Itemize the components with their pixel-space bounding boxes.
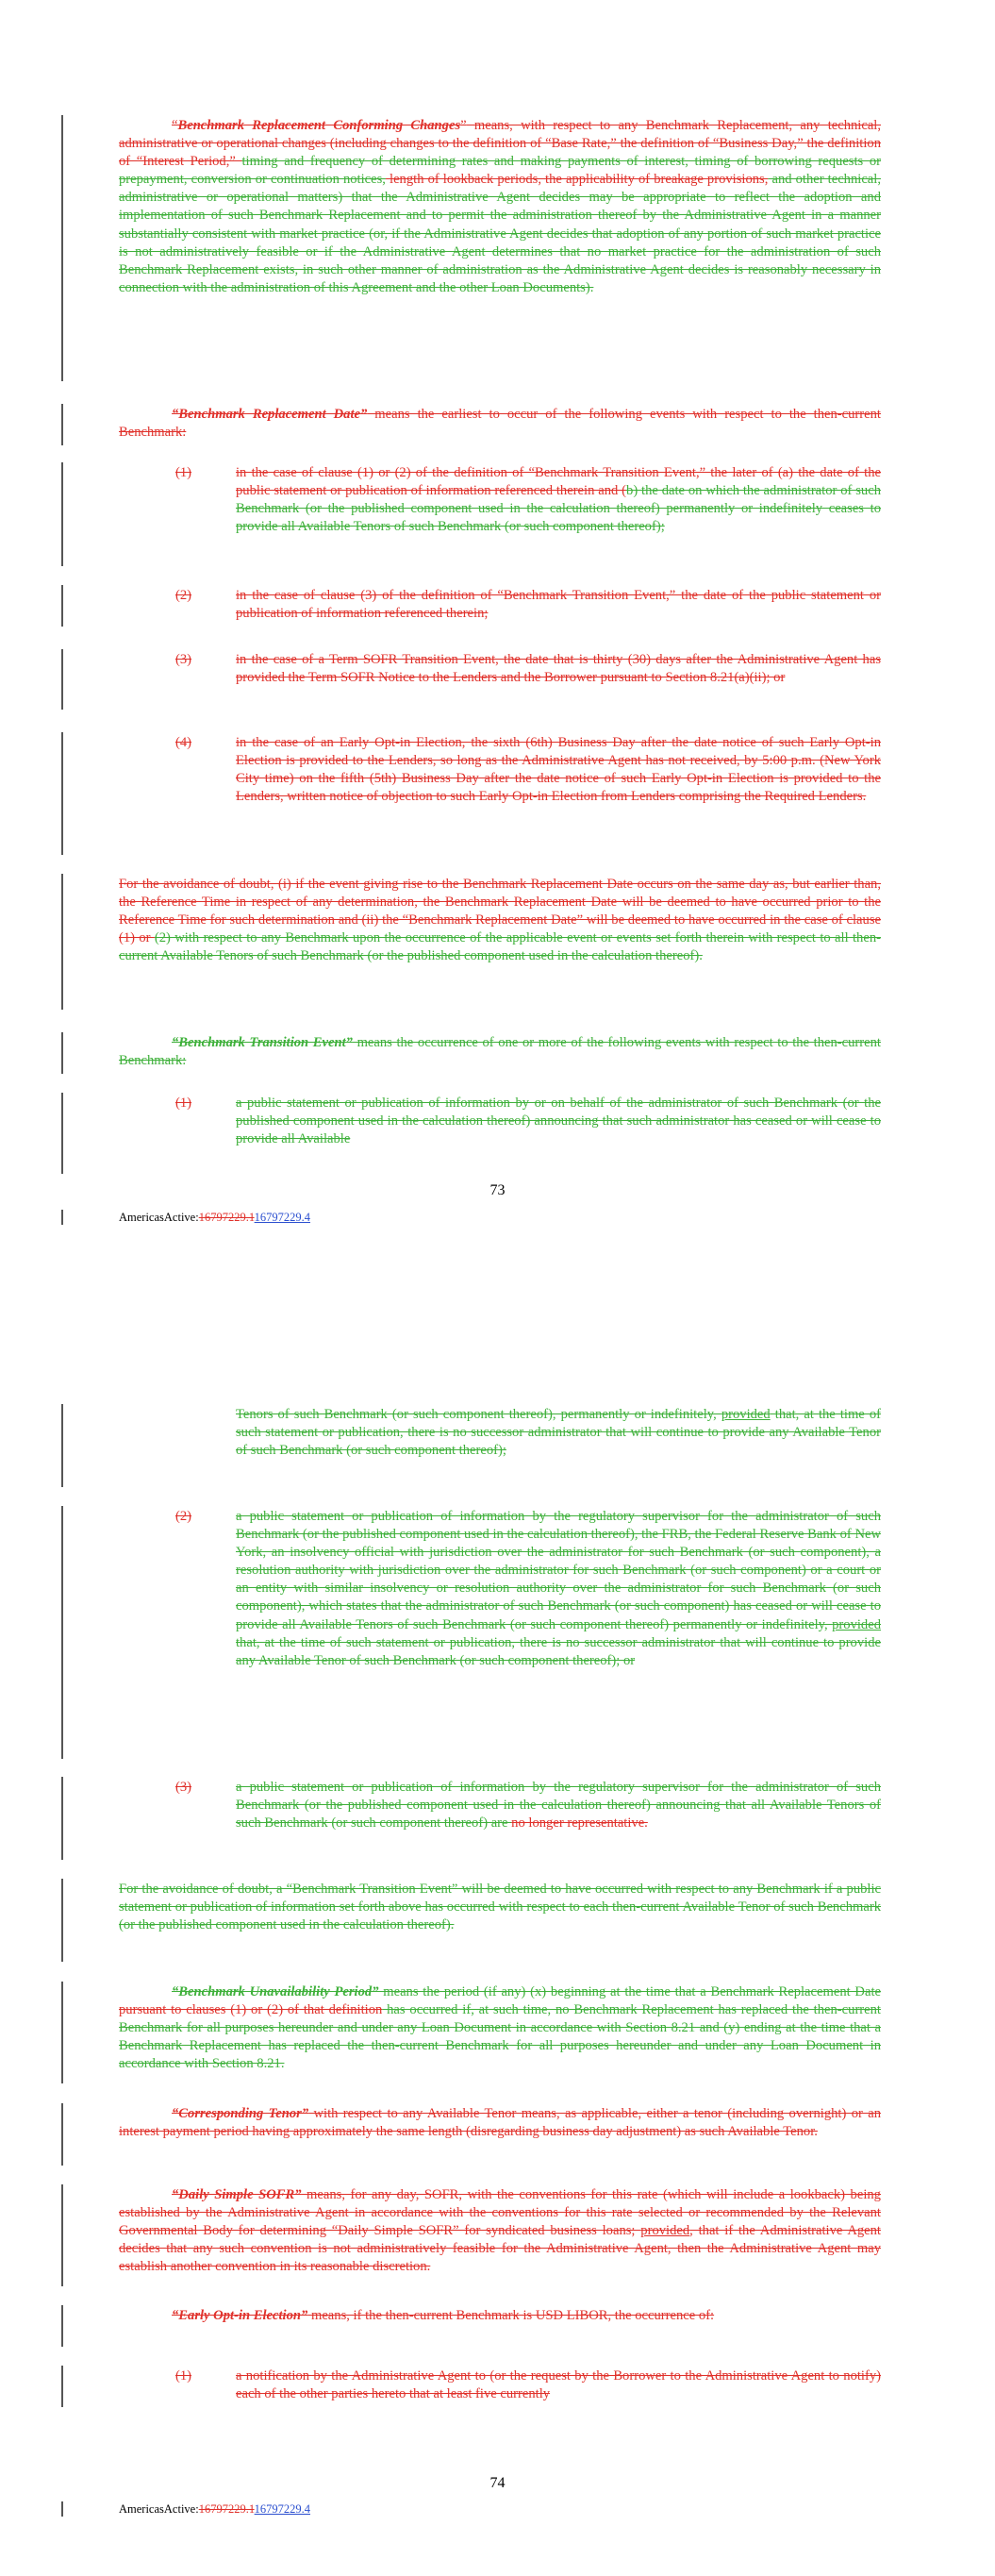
list-item: (3) a public statement or publication of information by the regulatory supervisor for the administrator of such Benchmark (or the published component used in the calculation thereof) announcing that all Available Tenors of such Benchmark (or such component thereof) are no longer representative. [175, 1780, 881, 1832]
change-bar [61, 1093, 63, 1174]
defined-term: “Daily Simple SOFR” [172, 2187, 302, 2202]
list-item: (2) a public statement or publication of information by the regulatory supervisor for the administrator of such Benchmark (or the published component used in the calculation thereof), the FRB, the Federal Reserve Bank of New York, an insolvency official with jurisdiction over the administrator for such Benchmark (or such component), a resolution authority with jurisdiction over the administrator for such Benchmark (or such component) or a court or an entity with similar insolvency or resolution authority over the administrator for such Benchmark (or such component), which states that the administrator of such Benchmark (or such component) has ceased or will cease to provide all Available Tenors of such Benchmark (or such component thereof) permanently or indefinitely, provided that, at the time of such statement or publication, there is no successor administrator that will continue to provide any Available Tenor of such Benchmark (or such component thereof); or [175, 1509, 881, 1668]
list-item: (4) in the case of an Early Opt-in Election, the sixth (6th) Business Day after the date notice of such Early Opt-in Election is provided to the Lenders, so long as the Administrative Agent has not received, by 5:00 p.m. (New York City time) on the fifth (5th) Business Day after the date notice of such Early Opt-in Election is provided to the Lenders, written notice of objection to such Early Opt-in Election from Lenders comprising the Required Lenders. [175, 735, 881, 805]
list-item: (2) in the case of clause (3) of the definition of “Benchmark Transition Event,” the date of the public statement or publication of information referenced therein; [175, 588, 881, 622]
page-74 [0, 1288, 995, 2576]
change-bar [61, 732, 63, 855]
change-bar [61, 1777, 63, 1860]
list-item: (1) a notification by the Administrative Agent to (or the request by the Borrower to the Administrative Agent to notify) each of the other parties hereto that at least five currently [175, 2368, 881, 2402]
page-number: 73 [489, 1182, 506, 1198]
document-footer: AmericasActive:16797229.116797229.4 [119, 2502, 310, 2516]
change-bar [61, 2366, 63, 2407]
change-bar [61, 2103, 63, 2166]
list-item: (3) in the case of a Term SOFR Transition Event, the date that is thirty (30) days after the Administrative Agent has provided the Term SOFR Notice to the Lenders and the Borrower pursuant to Section 8.21(a)(ii); or [175, 652, 881, 686]
document-id-link[interactable]: 16797229.4 [254, 1211, 310, 1224]
defined-term: Benchmark Replacement Conforming Changes [177, 118, 461, 133]
change-bar [61, 585, 63, 627]
change-bar [61, 2305, 63, 2347]
defined-term: “Benchmark Unavailability Period” [172, 1984, 379, 1999]
definition-early-opt-in-election: “Early Opt-in Election” means, if the then-current Benchmark is USD LIBOR, the occurrence of: [172, 2308, 715, 2323]
change-bar [61, 874, 63, 1010]
change-bar [61, 2501, 63, 2517]
change-bar [61, 462, 63, 566]
document-id-link[interactable]: 16797229.4 [254, 2502, 310, 2516]
change-bar [61, 1210, 63, 1225]
document-footer: AmericasActive:16797229.116797229.4 [119, 1211, 310, 1224]
avoidance-of-doubt-transition-event: For the avoidance of doubt, a “Benchmark Transition Event” will be deemed to have occurred with respect to any Benchmark if a public statement or publication of information set forth above has occurred with respect to each then-current Available Tenor of such Benchmark (or the published component used in the calculation thereof). [119, 1882, 881, 1933]
list-item-continuation: Tenors of such Benchmark (or such component thereof), permanently or indefinitely, provided that, at the time of such statement or publication, there is no successor administrator that will continue to provide any Available Tenor of such Benchmark (or such component thereof); [236, 1407, 881, 1459]
defined-term: “Early Opt-in Election” [172, 2308, 308, 2323]
definition-benchmark-transition-event: “Benchmark Transition Event” means the occurrence of one or more of the following events with respect to the then-current Benchmark: [119, 1035, 881, 1069]
definition-benchmark-replacement-date: “Benchmark Replacement Date” means the earliest to occur of the following events with respect to the then-current Benchmark: [119, 407, 881, 441]
defined-term: “Benchmark Replacement Date” [172, 407, 368, 422]
change-bar [61, 404, 63, 445]
definition-corresponding-tenor: “Corresponding Tenor” with respect to any Available Tenor means, as applicable, either a tenor (including overnight) or an interest payment period having approximately the same length (disregarding business day adjustment) as such Available Tenor. [119, 2106, 881, 2140]
definition-benchmark-unavailability-period: “Benchmark Unavailability Period” means the period (if any) (x) beginning at the time that a Benchmark Replacement Date pursuant to clauses (1) or (2) of that definition has occurred if, at such time, no Benchmark Replacement has replaced the then-current Benchmark for all purposes hereunder and under any Loan Document in accordance with Section 8.21 and (y) ending at the time that a Benchmark Replacement has replaced the then-current Benchmark for all purposes hereunder and under any Loan Document in accordance with Section 8.21. [119, 1984, 881, 2072]
definition-daily-simple-sofr: “Daily Simple SOFR” means, for any day, SOFR, with the conventions for this rate (which will include a lookback) being established by the Administrative Agent in accordance with the conventions for this rate selected or recommended by the Relevant Governmental Body for determining “Daily Simple SOFR” for syndicated business loans; provided, that if the Administrative Agent decides that any such convention is not administratively feasible for the Administrative Agent, then the Administrative Agent may establish another convention in its reasonable discretion. [119, 2187, 881, 2275]
change-bar [61, 1032, 63, 1074]
avoidance-of-doubt-paragraph: For the avoidance of doubt, (i) if the event giving rise to the Benchmark Replacement Date occurs on the same day as, but earlier than, the Reference Time in respect of any determination, the Benchmark Replacement Date will be deemed to have occurred prior to the Reference Time for such determination and (ii) the “Benchmark Replacement Date” will be deemed to have occurred in the case of clause (1) or (2) with respect to any Benchmark upon the occurrence of the applicable event or events set forth therein with respect to all then-current Available Tenors of such Benchmark (or the published component used in the calculation thereof). [119, 877, 881, 964]
page-number: 74 [489, 2475, 506, 2491]
change-bar [61, 1404, 63, 1487]
change-bar [61, 1982, 63, 2083]
definition-benchmark-replacement-conforming-changes: “Benchmark Replacement Conforming Changes” means, with respect to any Benchmark Replacement, any technical, administrative or operational changes (including changes to the definition of “Base Rate,” the definition of “Business Day,” the definition of “Interest Period,” timing and frequency of determining rates and making payments of interest, timing of borrowing requests or prepayment, conversion or continuation notices, length of lookback periods, the applicability of breakage provisions, and other technical, administrative or operational matters) that the Administrative Agent decides may be appropriate to reflect the adoption and implementation of such Benchmark Replacement and to permit the administration thereof by the Administrative Agent in a manner substantially consistent with market practice (or, if the Administrative Agent decides that adoption of any portion of such market practice is not administratively feasible or if the Administrative Agent determines that no market practice for the administration of such Benchmark Replacement exists, in such other manner of administration as the Administrative Agent decides is reasonably necessary in connection with the administration of this Agreement and the other Loan Documents). [119, 118, 882, 295]
change-bar [61, 1506, 63, 1759]
list-item: (1) a public statement or publication of information by or on behalf of the administrator of such Benchmark (or the published component used in the calculation thereof) announcing that such administrator has ceased or will cease to provide all Available [175, 1096, 881, 1147]
change-bar [61, 1879, 63, 1962]
list-item: (1) in the case of clause (1) or (2) of the definition of “Benchmark Transition Event,” the later of (a) the date of the public statement or publication of information referenced therein and (b) the date on which the administrator of such Benchmark (or the published component used in the calculation thereof) permanently or indefinitely ceases to provide all Available Tenors of such Benchmark (or such component thereof); [175, 465, 881, 535]
change-bar [61, 649, 63, 710]
defined-term: “Corresponding Tenor” [172, 2106, 309, 2121]
change-bar [61, 2184, 63, 2286]
defined-term: “Benchmark Transition Event” [172, 1035, 353, 1050]
change-bar [61, 115, 63, 381]
